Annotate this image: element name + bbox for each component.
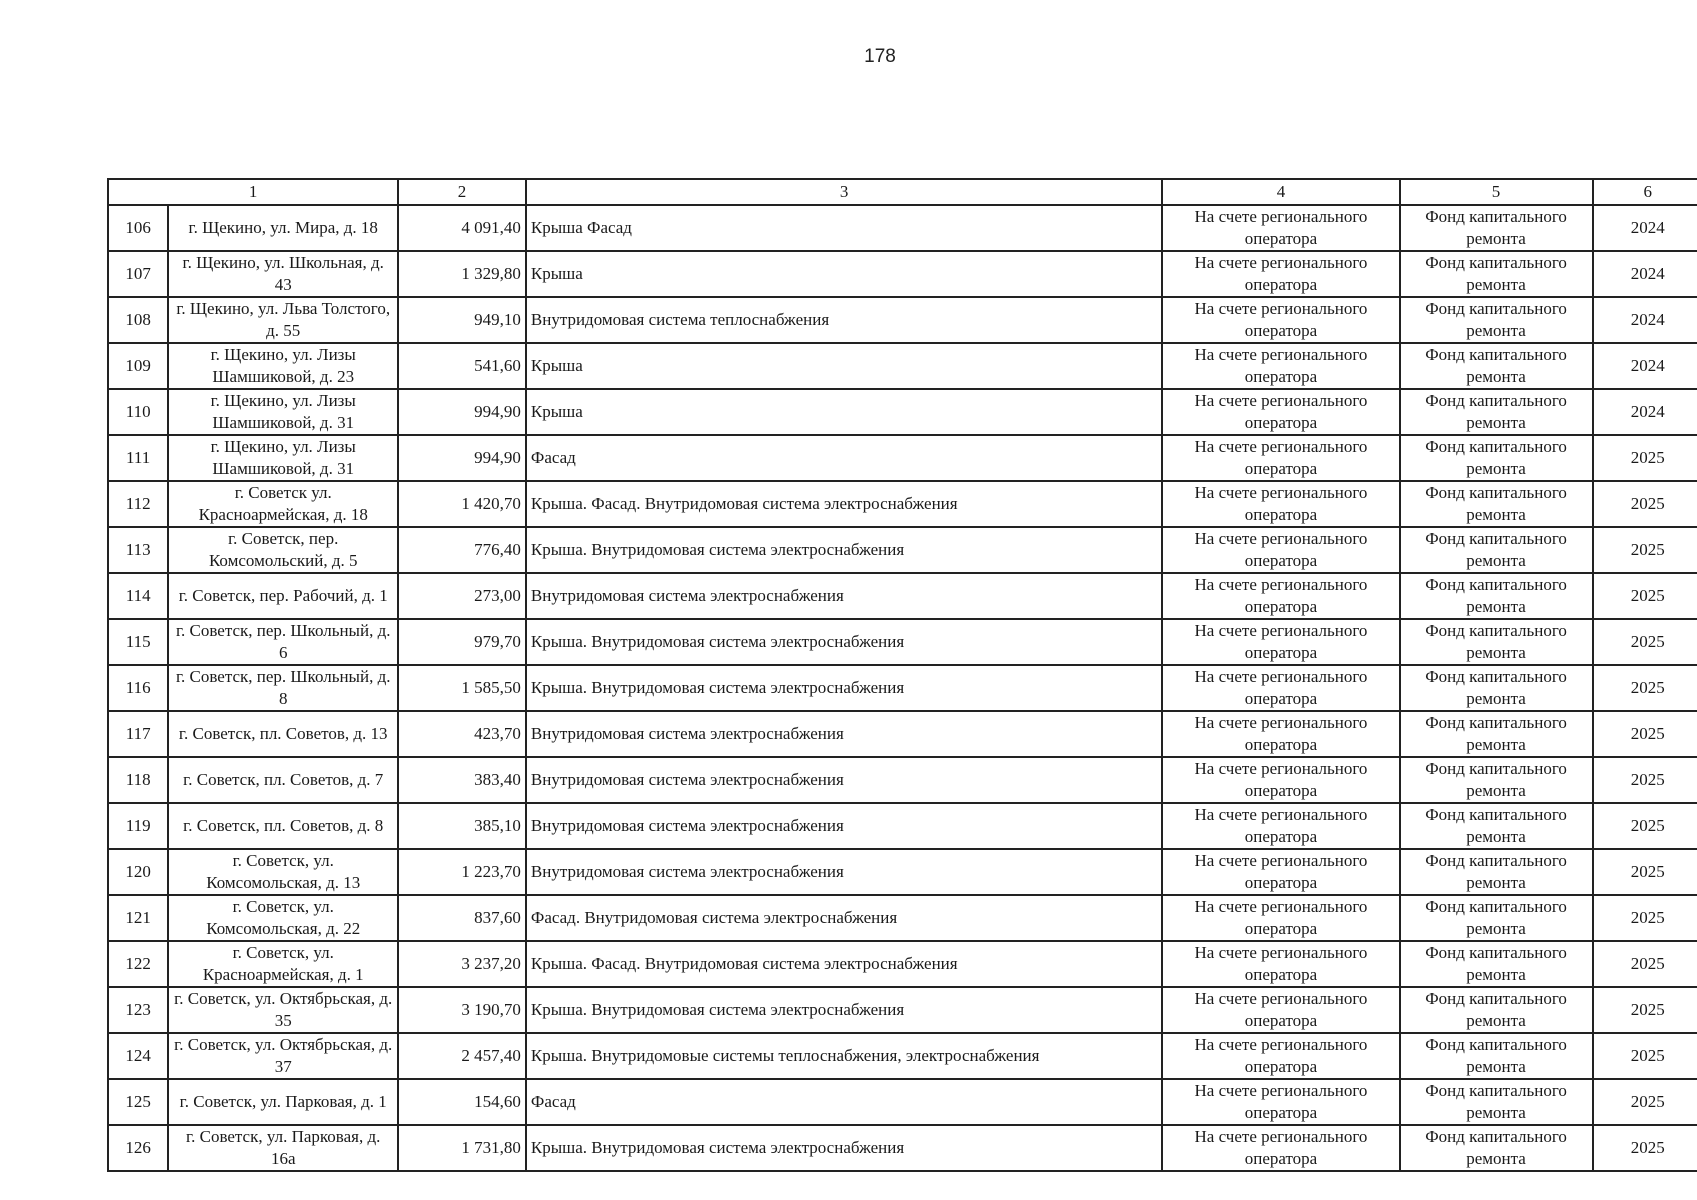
account-cell: На счете регионального оператора <box>1162 619 1399 665</box>
row-number: 110 <box>108 389 168 435</box>
table-row <box>108 987 1697 1033</box>
address-cell: г. Советск, пер. Комсомольский, д. 5 <box>168 527 398 573</box>
address-cell: г. Советск, ул. Парковая, д. 16а <box>168 1125 398 1171</box>
cost-cell: 1 585,50 <box>398 665 526 711</box>
year-cell: 2025 <box>1593 757 1697 803</box>
funding-source-cell: Фонд капитального ремонта <box>1400 757 1593 803</box>
year-cell: 2025 <box>1593 1125 1697 1171</box>
funding-source-cell: Фонд капитального ремонта <box>1400 849 1593 895</box>
account-cell: На счете регионального оператора <box>1162 435 1399 481</box>
cost-cell: 1 223,70 <box>398 849 526 895</box>
account-cell: На счете регионального оператора <box>1162 711 1399 757</box>
account-cell: На счете регионального оператора <box>1162 803 1399 849</box>
column-header-4: 4 <box>1162 179 1399 205</box>
account-cell: На счете регионального оператора <box>1162 343 1399 389</box>
work-type-cell: Внутридомовая система теплоснабжения <box>526 297 1163 343</box>
year-cell: 2025 <box>1593 481 1697 527</box>
account-cell: На счете регионального оператора <box>1162 481 1399 527</box>
account-cell: На счете регионального оператора <box>1162 1079 1399 1125</box>
row-number: 112 <box>108 481 168 527</box>
work-type-cell: Крыша. Фасад. Внутридомовая система электроснабжения <box>526 941 1163 987</box>
table-row <box>108 343 1697 389</box>
address-cell: г. Щекино, ул. Лизы Шамшиковой, д. 31 <box>168 435 398 481</box>
cost-cell: 4 091,40 <box>398 205 526 251</box>
account-cell: На счете регионального оператора <box>1162 573 1399 619</box>
work-type-cell: Фасад. Внутридомовая система электроснабжения <box>526 895 1163 941</box>
address-cell: г. Советск, пер. Школьный, д. 8 <box>168 665 398 711</box>
address-cell: г. Щекино, ул. Школьная, д. 43 <box>168 251 398 297</box>
account-cell: На счете регионального оператора <box>1162 1125 1399 1171</box>
cost-cell: 949,10 <box>398 297 526 343</box>
work-type-cell: Крыша <box>526 343 1163 389</box>
funding-source-cell: Фонд капитального ремонта <box>1400 665 1593 711</box>
cost-cell: 273,00 <box>398 573 526 619</box>
address-cell: г. Щекино, ул. Льва Толстого, д. 55 <box>168 297 398 343</box>
row-number: 121 <box>108 895 168 941</box>
table-row <box>108 1125 1697 1171</box>
table-row <box>108 205 1697 251</box>
work-type-cell: Крыша. Фасад. Внутридомовая система электроснабжения <box>526 481 1163 527</box>
year-cell: 2025 <box>1593 527 1697 573</box>
table-row <box>108 297 1697 343</box>
work-type-cell: Крыша. Внутридомовая система электроснабжения <box>526 619 1163 665</box>
address-cell: г. Советск, пер. Рабочий, д. 1 <box>168 573 398 619</box>
address-cell: г. Советск, ул. Комсомольская, д. 13 <box>168 849 398 895</box>
work-type-cell: Крыша. Внутридомовая система электроснабжения <box>526 987 1163 1033</box>
funding-source-cell: Фонд капитального ремонта <box>1400 1079 1593 1125</box>
table-row <box>108 895 1697 941</box>
work-type-cell: Крыша. Внутридомовая система электроснабжения <box>526 665 1163 711</box>
table-row <box>108 711 1697 757</box>
year-cell: 2025 <box>1593 803 1697 849</box>
address-cell: г. Советск, ул. Октябрьская, д. 37 <box>168 1033 398 1079</box>
account-cell: На счете регионального оператора <box>1162 297 1399 343</box>
address-cell: г. Советск, ул. Октябрьская, д. 35 <box>168 987 398 1033</box>
year-cell: 2025 <box>1593 665 1697 711</box>
row-number: 116 <box>108 665 168 711</box>
funding-source-cell: Фонд капитального ремонта <box>1400 527 1593 573</box>
funding-source-cell: Фонд капитального ремонта <box>1400 941 1593 987</box>
table-row <box>108 803 1697 849</box>
table-row <box>108 527 1697 573</box>
cost-cell: 154,60 <box>398 1079 526 1125</box>
cost-cell: 383,40 <box>398 757 526 803</box>
column-header-2: 2 <box>398 179 526 205</box>
funding-source-cell: Фонд капитального ремонта <box>1400 343 1593 389</box>
work-type-cell: Фасад <box>526 1079 1163 1125</box>
account-cell: На счете регионального оператора <box>1162 849 1399 895</box>
table-row <box>108 481 1697 527</box>
repair-register-table <box>107 178 1697 1172</box>
account-cell: На счете регионального оператора <box>1162 987 1399 1033</box>
account-cell: На счете регионального оператора <box>1162 665 1399 711</box>
row-number: 118 <box>108 757 168 803</box>
row-number: 106 <box>108 205 168 251</box>
table-row <box>108 435 1697 481</box>
table-row <box>108 573 1697 619</box>
address-cell: г. Щекино, ул. Лизы Шамшиковой, д. 31 <box>168 389 398 435</box>
row-number: 114 <box>108 573 168 619</box>
funding-source-cell: Фонд капитального ремонта <box>1400 1033 1593 1079</box>
cost-cell: 837,60 <box>398 895 526 941</box>
table-row <box>108 1079 1697 1125</box>
year-cell: 2025 <box>1593 711 1697 757</box>
work-type-cell: Крыша <box>526 251 1163 297</box>
cost-cell: 2 457,40 <box>398 1033 526 1079</box>
work-type-cell: Внутридомовая система электроснабжения <box>526 757 1163 803</box>
row-number: 123 <box>108 987 168 1033</box>
cost-cell: 979,70 <box>398 619 526 665</box>
year-cell: 2025 <box>1593 941 1697 987</box>
page-number: 178 <box>864 46 896 67</box>
funding-source-cell: Фонд капитального ремонта <box>1400 987 1593 1033</box>
row-number: 109 <box>108 343 168 389</box>
column-header-3: 3 <box>526 179 1163 205</box>
year-cell: 2025 <box>1593 619 1697 665</box>
funding-source-cell: Фонд капитального ремонта <box>1400 481 1593 527</box>
year-cell: 2025 <box>1593 849 1697 895</box>
account-cell: На счете регионального оператора <box>1162 251 1399 297</box>
table-row <box>108 849 1697 895</box>
address-cell: г. Щекино, ул. Лизы Шамшиковой, д. 23 <box>168 343 398 389</box>
account-cell: На счете регионального оператора <box>1162 757 1399 803</box>
row-number: 107 <box>108 251 168 297</box>
address-cell: г. Советск, пл. Советов, д. 7 <box>168 757 398 803</box>
work-type-cell: Внутридомовая система электроснабжения <box>526 573 1163 619</box>
year-cell: 2024 <box>1593 343 1697 389</box>
row-number: 126 <box>108 1125 168 1171</box>
year-cell: 2024 <box>1593 389 1697 435</box>
work-type-cell: Крыша <box>526 389 1163 435</box>
row-number: 122 <box>108 941 168 987</box>
funding-source-cell: Фонд капитального ремонта <box>1400 711 1593 757</box>
funding-source-cell: Фонд капитального ремонта <box>1400 389 1593 435</box>
funding-source-cell: Фонд капитального ремонта <box>1400 435 1593 481</box>
year-cell: 2025 <box>1593 1033 1697 1079</box>
cost-cell: 385,10 <box>398 803 526 849</box>
work-type-cell: Крыша Фасад <box>526 205 1163 251</box>
work-type-cell: Крыша. Внутридомовая система электроснабжения <box>526 1125 1163 1171</box>
account-cell: На счете регионального оператора <box>1162 941 1399 987</box>
table-row <box>108 941 1697 987</box>
year-cell: 2025 <box>1593 573 1697 619</box>
funding-source-cell: Фонд капитального ремонта <box>1400 619 1593 665</box>
work-type-cell: Крыша. Внутридомовая система электроснабжения <box>526 527 1163 573</box>
year-cell: 2024 <box>1593 251 1697 297</box>
work-type-cell: Внутридомовая система электроснабжения <box>526 849 1163 895</box>
cost-cell: 3 190,70 <box>398 987 526 1033</box>
row-number: 113 <box>108 527 168 573</box>
year-cell: 2024 <box>1593 205 1697 251</box>
funding-source-cell: Фонд капитального ремонта <box>1400 297 1593 343</box>
work-type-cell: Внутридомовая система электроснабжения <box>526 711 1163 757</box>
row-number: 119 <box>108 803 168 849</box>
table-row <box>108 619 1697 665</box>
funding-source-cell: Фонд капитального ремонта <box>1400 251 1593 297</box>
column-header-1: 1 <box>108 179 398 205</box>
address-cell: г. Советск, пл. Советов, д. 13 <box>168 711 398 757</box>
year-cell: 2025 <box>1593 435 1697 481</box>
row-number: 125 <box>108 1079 168 1125</box>
year-cell: 2025 <box>1593 987 1697 1033</box>
column-header-6: 6 <box>1593 179 1697 205</box>
cost-cell: 1 731,80 <box>398 1125 526 1171</box>
account-cell: На счете регионального оператора <box>1162 389 1399 435</box>
funding-source-cell: Фонд капитального ремонта <box>1400 205 1593 251</box>
address-cell: г. Советск ул. Красноармейская, д. 18 <box>168 481 398 527</box>
account-cell: На счете регионального оператора <box>1162 895 1399 941</box>
address-cell: г. Советск, ул. Комсомольская, д. 22 <box>168 895 398 941</box>
work-type-cell: Фасад <box>526 435 1163 481</box>
cost-cell: 994,90 <box>398 389 526 435</box>
account-cell: На счете регионального оператора <box>1162 1033 1399 1079</box>
funding-source-cell: Фонд капитального ремонта <box>1400 1125 1593 1171</box>
work-type-cell: Крыша. Внутридомовые системы теплоснабжения, электроснабжения <box>526 1033 1163 1079</box>
table-row <box>108 1033 1697 1079</box>
address-cell: г. Советск, пер. Школьный, д. 6 <box>168 619 398 665</box>
row-number: 120 <box>108 849 168 895</box>
table-row <box>108 757 1697 803</box>
cost-cell: 3 237,20 <box>398 941 526 987</box>
year-cell: 2025 <box>1593 1079 1697 1125</box>
cost-cell: 994,90 <box>398 435 526 481</box>
year-cell: 2024 <box>1593 297 1697 343</box>
column-header-5: 5 <box>1400 179 1593 205</box>
cost-cell: 1 329,80 <box>398 251 526 297</box>
account-cell: На счете регионального оператора <box>1162 205 1399 251</box>
account-cell: На счете регионального оператора <box>1162 527 1399 573</box>
funding-source-cell: Фонд капитального ремонта <box>1400 803 1593 849</box>
column-number-header-row <box>108 179 1697 205</box>
year-cell: 2025 <box>1593 895 1697 941</box>
table-row <box>108 251 1697 297</box>
row-number: 108 <box>108 297 168 343</box>
cost-cell: 423,70 <box>398 711 526 757</box>
table-row <box>108 665 1697 711</box>
row-number: 111 <box>108 435 168 481</box>
cost-cell: 776,40 <box>398 527 526 573</box>
cost-cell: 541,60 <box>398 343 526 389</box>
table-body <box>108 179 1697 1171</box>
address-cell: г. Щекино, ул. Мира, д. 18 <box>168 205 398 251</box>
address-cell: г. Советск, ул. Красноармейская, д. 1 <box>168 941 398 987</box>
work-type-cell: Внутридомовая система электроснабжения <box>526 803 1163 849</box>
funding-source-cell: Фонд капитального ремонта <box>1400 895 1593 941</box>
funding-source-cell: Фонд капитального ремонта <box>1400 573 1593 619</box>
address-cell: г. Советск, ул. Парковая, д. 1 <box>168 1079 398 1125</box>
address-cell: г. Советск, пл. Советов, д. 8 <box>168 803 398 849</box>
cost-cell: 1 420,70 <box>398 481 526 527</box>
row-number: 124 <box>108 1033 168 1079</box>
table-row <box>108 389 1697 435</box>
row-number: 115 <box>108 619 168 665</box>
row-number: 117 <box>108 711 168 757</box>
